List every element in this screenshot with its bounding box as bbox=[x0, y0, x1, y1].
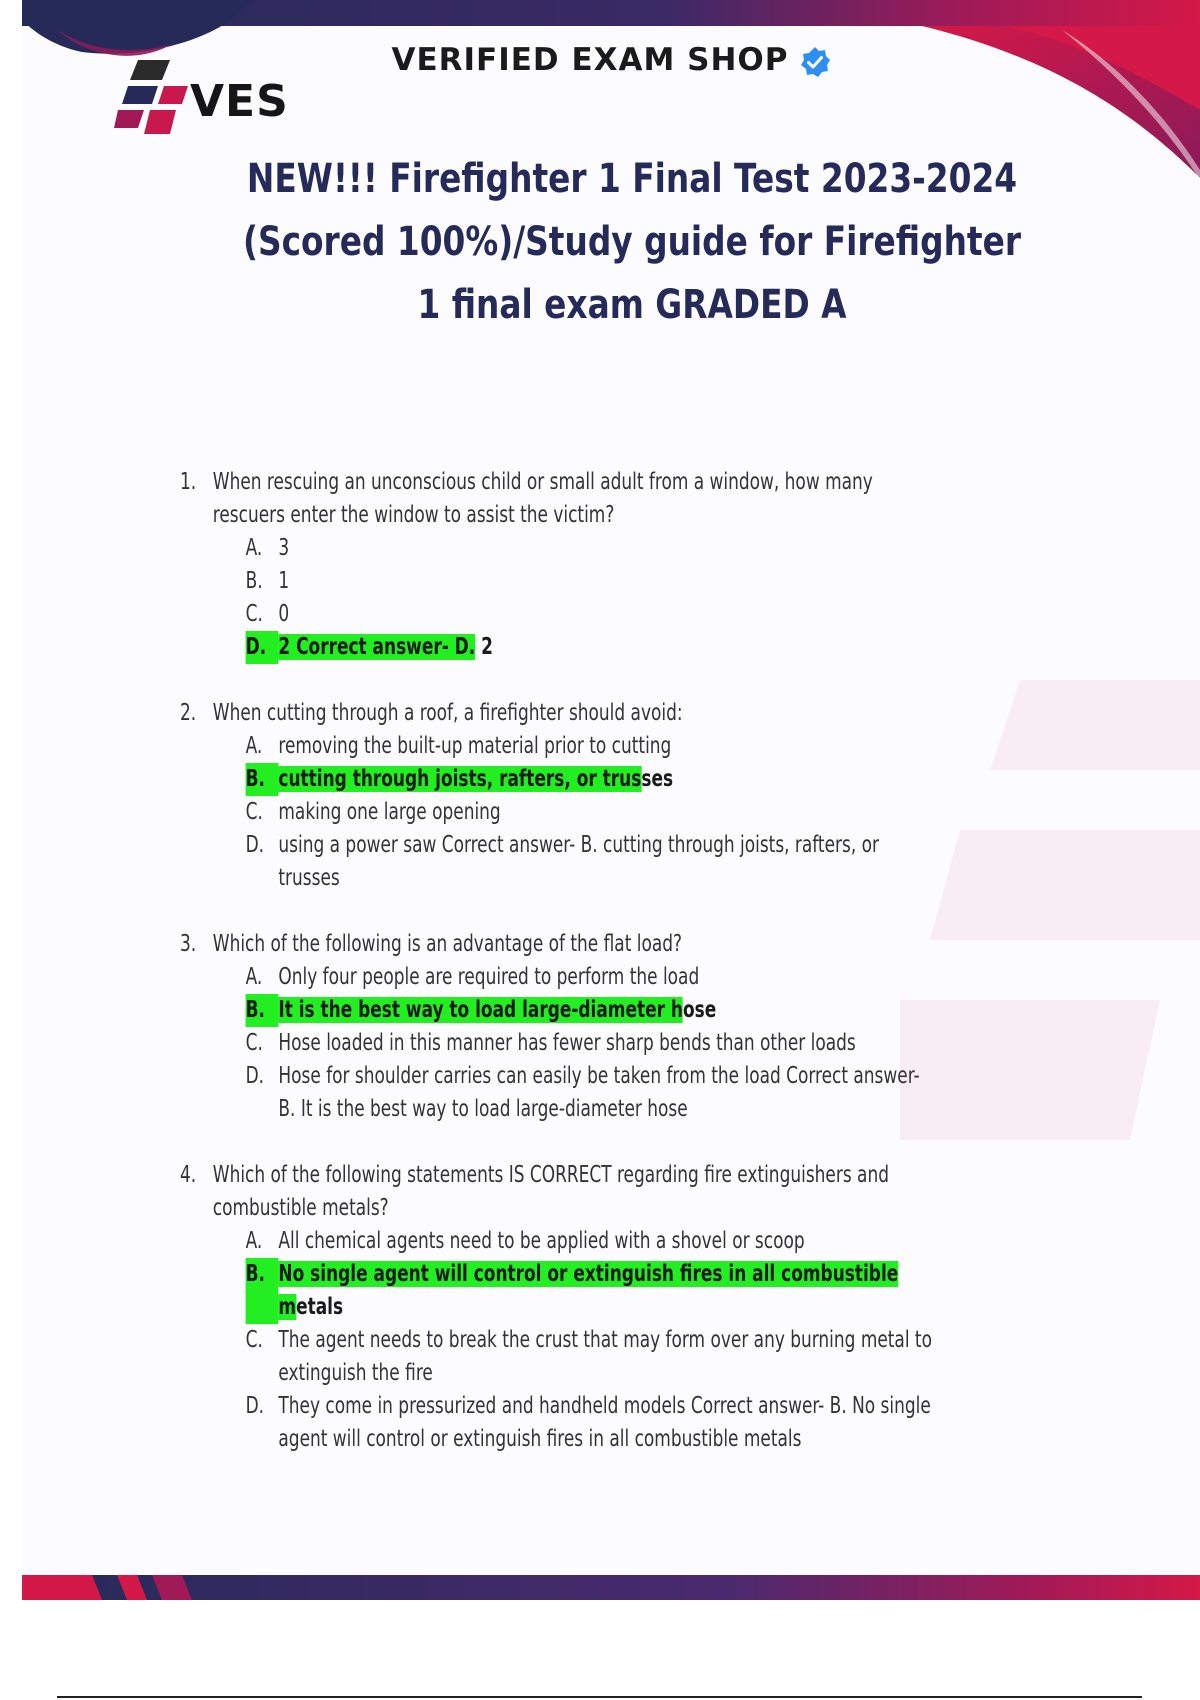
option-d bbox=[246, 1060, 935, 1126]
option-b bbox=[246, 565, 935, 598]
question-number: 1. bbox=[180, 469, 197, 495]
option-a bbox=[246, 532, 935, 565]
option-letter: D. bbox=[245, 1393, 265, 1419]
question-number: 4. bbox=[180, 1162, 197, 1188]
question-number: 3. bbox=[180, 931, 197, 957]
option-c bbox=[246, 1027, 935, 1060]
option-letter: A. bbox=[245, 964, 263, 990]
question-text: Which of the following is an advantage of the flat load? bbox=[212, 931, 683, 957]
footer-decoration bbox=[22, 1575, 1200, 1600]
option-a bbox=[246, 961, 935, 994]
question-list bbox=[180, 466, 934, 1489]
question-3 bbox=[180, 928, 934, 1126]
logo-text: VES bbox=[190, 76, 289, 127]
option-c bbox=[246, 1324, 935, 1390]
question-text: Which of the following statements IS CORRECT regarding fire extinguishers and combustible metals? bbox=[212, 1162, 889, 1221]
option-b-correct bbox=[246, 994, 935, 1027]
option-text: Only four people are required to perform the load bbox=[278, 964, 700, 990]
document-page bbox=[22, 0, 1200, 1600]
option-text: 3 bbox=[278, 535, 290, 561]
option-d bbox=[246, 1390, 935, 1456]
correct-answer-highlight: No single agent will control or extinguish fires in all combustible m bbox=[278, 1261, 899, 1320]
option-text: The agent needs to break the crust that may form over any burning metal to extinguish the fire bbox=[278, 1327, 932, 1386]
option-text: Hose loaded in this manner has fewer sharp bends than other loads bbox=[278, 1030, 856, 1056]
option-letter: B. bbox=[246, 994, 279, 1027]
question-text: When rescuing an unconscious child or small adult from a window, how many rescuers enter the window to assist the victim? bbox=[212, 469, 873, 528]
option-text: 0 bbox=[278, 601, 290, 627]
correct-answer-highlight: cutting through joists, rafters, or trus bbox=[278, 766, 642, 792]
option-b-correct bbox=[246, 763, 935, 796]
option-text: They come in pressurized and handheld models Correct answer- B. No single agent will control or extinguish fires in all combustible metals bbox=[278, 1393, 931, 1452]
option-letter: C. bbox=[245, 1030, 263, 1056]
option-a bbox=[246, 730, 935, 763]
option-text-rest: ses bbox=[641, 766, 674, 792]
option-text: Hose for shoulder carries can easily be taken from the load Correct answer- B. It is the best way to load large-diameter hose bbox=[278, 1063, 920, 1122]
option-text: removing the built-up material prior to cutting bbox=[278, 733, 672, 759]
option-text-rest: 2 bbox=[475, 634, 493, 660]
option-letter: C. bbox=[245, 601, 263, 627]
option-letter: D. bbox=[246, 631, 279, 664]
option-text: 1 bbox=[278, 568, 290, 594]
question-text: When cutting through a roof, a firefighter should avoid: bbox=[212, 700, 683, 726]
option-text: All chemical agents need to be applied with a shovel or scoop bbox=[278, 1228, 805, 1254]
question-number: 2. bbox=[180, 700, 197, 726]
option-d bbox=[246, 829, 935, 895]
option-letter: A. bbox=[245, 733, 263, 759]
option-d-correct bbox=[246, 631, 935, 664]
option-a bbox=[246, 1225, 935, 1258]
option-c bbox=[246, 598, 935, 631]
question-4 bbox=[180, 1159, 934, 1456]
document-title: NEW!!! Firefighter 1 Final Test 2023-2024 (Scored 100%)/Study guide for Firefighter 1 final exam GRADED A bbox=[242, 156, 1022, 328]
option-letter: D. bbox=[245, 1063, 265, 1089]
option-letter: A. bbox=[245, 535, 263, 561]
correct-answer-highlight: 2 Correct answer- D. bbox=[278, 634, 476, 660]
brand-name-text: VERIFIED EXAM SHOP bbox=[391, 42, 789, 78]
question-2 bbox=[180, 697, 934, 895]
verified-check-icon bbox=[799, 46, 831, 78]
correct-answer-highlight: It is the best way to load large-diameter h bbox=[278, 997, 683, 1023]
option-letter: B. bbox=[245, 568, 263, 594]
option-text: using a power saw Correct answer- B. cutting through joists, rafters, or trusses bbox=[278, 832, 879, 891]
option-text-rest: ose bbox=[682, 997, 717, 1023]
option-c bbox=[246, 796, 935, 829]
option-letter: D. bbox=[245, 832, 265, 858]
page-divider bbox=[57, 1696, 1142, 1698]
question-1 bbox=[180, 466, 934, 664]
option-letter: C. bbox=[245, 799, 263, 825]
option-letter: C. bbox=[245, 1327, 263, 1353]
option-text: making one large opening bbox=[278, 799, 501, 825]
watermark-logo bbox=[900, 680, 1200, 1140]
option-letter: B. bbox=[246, 1258, 279, 1324]
option-letter: B. bbox=[246, 763, 279, 796]
option-letter: A. bbox=[245, 1228, 263, 1254]
option-text-rest: etals bbox=[296, 1294, 344, 1320]
option-b-correct bbox=[246, 1258, 935, 1324]
